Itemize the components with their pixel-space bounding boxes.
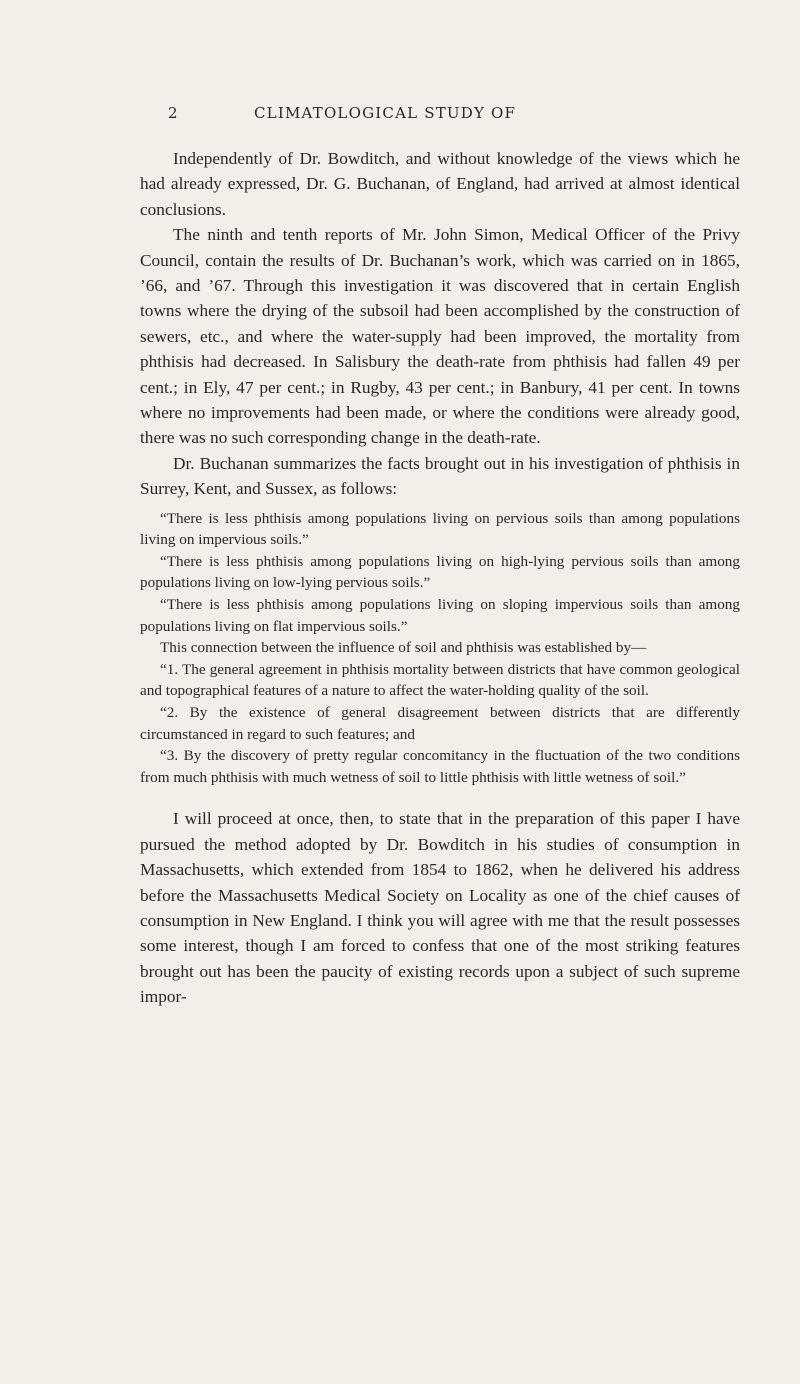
section-gap bbox=[140, 788, 740, 806]
quoted-paragraph: “1. The general agreement in phthisis mortality between districts that have common geological and topographical features of a nature to affect the water-holding quality of the soil. bbox=[140, 660, 740, 700]
body-text bbox=[140, 146, 740, 1010]
paragraph: The ninth and tenth reports of Mr. John Simon, Medical Officer of the Privy Council, contain the results of Dr. Buchanan’s work, which was carried on in 1865, ’66, and ’67. Through this investigation it was discovered that in certain English towns where the drying of the subsoil had been accomplished by the construction of sewers, etc., and where the water-supply had been improved, the mortality from phthisis had decreased. In Salisbury the death-rate from phthisis had fallen 49 per cent.; in Ely, 47 per cent.; in Rugby, 43 per cent.; in Banbury, 41 per cent. In towns where no improvements had been made, or where the conditions were already good, there was no such corresponding change in the death-rate. bbox=[140, 225, 740, 448]
page-header bbox=[168, 104, 716, 126]
quoted-paragraph: “There is less phthisis among populations living on high-lying pervious soils than among populations living on low-lying pervious soils.” bbox=[140, 552, 740, 592]
quoted-paragraph: This connection between the influence of soil and phthisis was established by— bbox=[160, 639, 647, 657]
quoted-paragraph: “There is less phthisis among populations living on pervious soils than among populations living on impervious soils.” bbox=[140, 509, 740, 549]
running-title: CLIMATOLOGICAL STUDY OF bbox=[254, 104, 517, 122]
paragraph: Dr. Buchanan summarizes the facts brought out in his investigation of phthisis in Surrey, Kent, and Sussex, as follows: bbox=[140, 453, 740, 499]
paragraph: I will proceed at once, then, to state that in the preparation of this paper I have pursued the method adopted by Dr. Bowditch in his studies of consumption in Massachusetts, which extended from 1854 to 1862, when he delivered his address before the Massachusetts Medical Society on Locality as one of the chief causes of consumption in New England. I think you will agree with me that the result possesses some interest, though I am forced to confess that one of the most striking features brought out has been the paucity of existing records upon a subject of such supreme impor- bbox=[140, 809, 740, 1007]
paragraph: Independently of Dr. Bowditch, and without knowledge of the views which he had already expressed, Dr. G. Buchanan, of England, had arrived at almost identical conclusions. bbox=[140, 149, 740, 219]
quoted-paragraph: “There is less phthisis among populations living on sloping impervious soils than among populations living on flat impervious soils.” bbox=[140, 596, 740, 635]
page-number: 2 bbox=[168, 104, 179, 122]
quoted-paragraph: “3. By the discovery of pretty regular concomitancy in the fluctuation of the two conditions from much phthisis with much wetness of soil to little phthisis with little wetness of soil.” bbox=[140, 747, 740, 786]
quoted-paragraph: “2. By the existence of general disagreement between districts that are differently circumstanced in regard to such features; and bbox=[140, 704, 740, 743]
